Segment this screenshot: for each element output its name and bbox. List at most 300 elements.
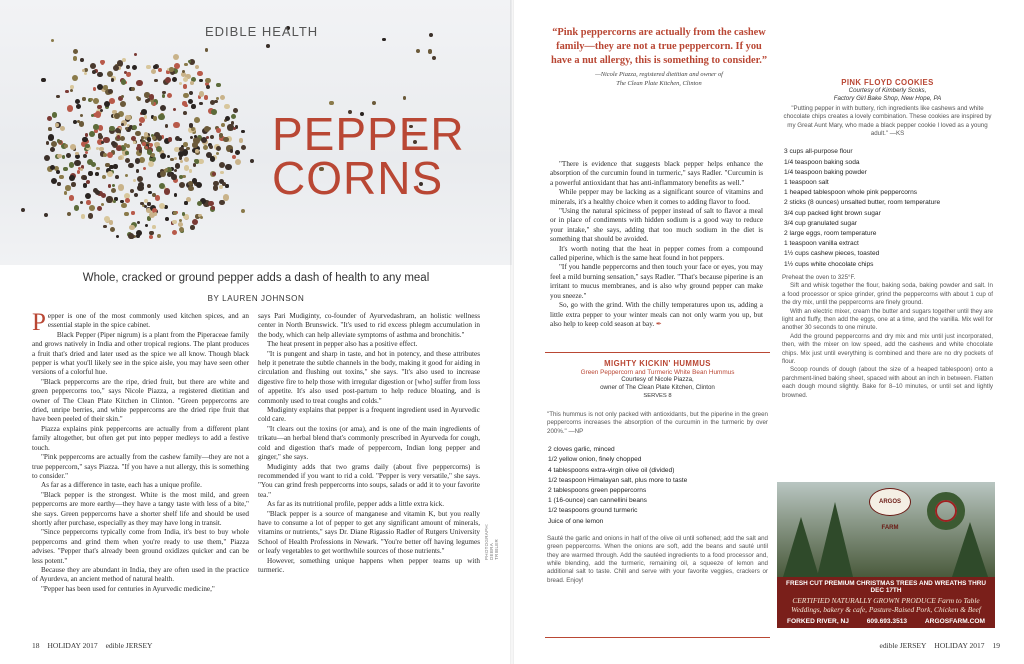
- peppercorn: [112, 184, 115, 187]
- peppercorn: [116, 235, 119, 238]
- peppercorn: [105, 163, 109, 167]
- peppercorn: [135, 158, 140, 163]
- peppercorn: [189, 169, 193, 173]
- peppercorn: [109, 98, 115, 104]
- peppercorn: [92, 70, 96, 74]
- peppercorn: [130, 189, 134, 193]
- peppercorn: [188, 186, 193, 191]
- pull-quote-attribution: —Nicole Piazza, registered dietitian and owner of The Clean Plate Kitchen, Clinton: [595, 71, 723, 87]
- peppercorn: [183, 142, 187, 146]
- peppercorn: [50, 147, 55, 152]
- peppercorn: [74, 205, 80, 211]
- peppercorn: [73, 56, 77, 60]
- hummus-recipe-box: [545, 352, 770, 638]
- page-number: 18: [32, 641, 40, 650]
- peppercorn: [108, 89, 113, 94]
- peppercorn: [85, 193, 91, 199]
- peppercorn: [121, 79, 127, 85]
- christmas-tree-icon: [952, 522, 988, 577]
- peppercorn: [126, 72, 131, 77]
- peppercorn: [131, 87, 135, 91]
- peppercorn: [158, 114, 164, 120]
- peppercorn: [118, 184, 124, 190]
- peppercorn: [329, 101, 334, 106]
- peppercorn: [84, 72, 87, 75]
- peppercorn: [172, 220, 177, 225]
- ingredient: 1/2 yellow onion, finely chopped: [548, 456, 642, 464]
- peppercorn: [57, 154, 61, 158]
- ad-phone: 609.693.3513: [866, 618, 908, 625]
- paragraph: "Black peppercorns are the ripe, dried fruit, but there are white and green peppercorns too," says Nicole Piazza, a registered dietitian and owner of The Clean Plate Kitchen in Clinton. "Green peppercorns are dried, unripe berries, and white peppercorns are the dried ripe fruit that have been peeled of their skin.": [32, 377, 249, 424]
- peppercorn: [147, 184, 151, 188]
- peppercorn: [153, 116, 157, 120]
- ingredient: 1/4 teaspoon baking soda: [784, 158, 860, 166]
- peppercorn: [104, 216, 110, 222]
- peppercorn: [131, 136, 136, 141]
- ad-headline: FRESH CUT PREMIUM CHRISTMAS TREES AND WREATHS THRU DEC 17TH: [786, 580, 986, 594]
- peppercorn: [241, 145, 246, 150]
- peppercorn: [152, 193, 156, 197]
- peppercorn: [190, 225, 195, 230]
- left-folio: [32, 641, 152, 650]
- peppercorn: [233, 108, 238, 113]
- peppercorn: [157, 234, 161, 238]
- peppercorn: [179, 182, 185, 188]
- peppercorn: [124, 212, 129, 217]
- method-step: Preheat the oven to 325°F.: [782, 273, 856, 281]
- peppercorn: [121, 203, 127, 209]
- peppercorn: [212, 172, 216, 176]
- paragraph: "Black pepper is the strongest. White is the most mild, and green peppercorns are more earthy—they have a tangy taste with less of a bite," she says. Green peppercorns have a shorter shelf life and should be used shortly after purchase, especially as they may have long in transit.: [32, 490, 249, 527]
- peppercorn: [174, 157, 177, 160]
- paragraph: "Using the natural spiciness of pepper instead of salt to flavor a meal or in place of condiments with hidden sodium is a good way to reduce your intake," she says, adding that too much sodium in the diet is something that should be avoided.: [550, 207, 763, 244]
- paragraph: "Since peppercorns typically come from India, it's best to buy whole peppercorns and grind them when you're ready to use them," Piazza advises. "Pepper that's already been ground oxidizes quicker and can be less potent.": [32, 528, 249, 565]
- paragraph: However, something unique happens when pepper teams up with turmeric.: [258, 556, 480, 574]
- peppercorn: [76, 104, 81, 109]
- peppercorn: [93, 87, 97, 91]
- peppercorn: [416, 49, 420, 53]
- peppercorn: [403, 96, 407, 100]
- peppercorn: [266, 44, 270, 48]
- peppercorn: [91, 114, 94, 117]
- peppercorn: [86, 200, 91, 205]
- peppercorn: [144, 132, 148, 136]
- drop-cap: P: [32, 309, 46, 336]
- peppercorn: [89, 131, 95, 137]
- peppercorn: [189, 91, 193, 95]
- peppercorn: [65, 185, 70, 190]
- recipe-method: Sauté the garlic and onions in half of the olive oil until softened; add the salt and green peppercorns. When the onions are soft, add the beans and sauté until they are warmed through. Add the sautéed ingredients to a food processor and, while blending, add the turmeric, remaining oil, a squeeze of lemon and additional salt to taste. Chill and serve with your favorite veggies, crackers or bread. Enjoy!: [547, 534, 768, 584]
- peppercorn: [204, 126, 210, 132]
- magazine-name: edible JERSEY: [105, 641, 153, 650]
- peppercorn: [96, 167, 99, 170]
- issue-label: HOLIDAY 2017: [47, 641, 98, 650]
- peppercorn: [152, 225, 156, 229]
- paragraph: "It clears out the toxins (or ama), and is one of the main ingredients of trikatu—an herbal blend that's commonly prescribed in Ayurveda for cough, cold and digestion that's made of peppercorn, Indian long pepper and ginger," she says.: [258, 424, 480, 462]
- paragraph: So, go with the grind. With the chilly temperatures upon us, adding a little extra pepper to your winter meals can not only warm you up, but also help to keep cold season at bay. ✒: [550, 301, 763, 328]
- peppercorn: [135, 131, 141, 137]
- peppercorn: [132, 65, 137, 70]
- peppercorn: [219, 162, 225, 168]
- peppercorn: [194, 117, 200, 123]
- peppercorn: [148, 191, 151, 194]
- peppercorn: [83, 154, 87, 158]
- peppercorn: [21, 208, 25, 212]
- peppercorn: [80, 114, 83, 117]
- peppercorn: [83, 183, 87, 187]
- peppercorn: [204, 95, 208, 99]
- peppercorn: [165, 77, 171, 83]
- peppercorn: [173, 122, 179, 128]
- peppercorn: [66, 153, 71, 158]
- end-mark-icon: ✒: [655, 319, 662, 328]
- recipe-credit: Courtesy of Kimberly Scoks, Factory Girl Bake Shop, New Hope, PA: [833, 87, 942, 103]
- paragraph: As far as a difference in taste, each has a unique profile.: [41, 481, 202, 490]
- peppercorn: [81, 214, 85, 218]
- method-step: Sift and whisk together the flour, baking soda, baking powder and salt. In a food processor or spice grinder, grind the peppercorns with about 1 cup of the dry mix, until the peppercorns are finely ground.: [782, 282, 993, 307]
- peppercorn: [74, 160, 80, 166]
- peppercorn: [96, 147, 99, 150]
- peppercorn: [183, 93, 189, 99]
- peppercorn: [137, 97, 141, 101]
- peppercorn: [141, 109, 147, 115]
- peppercorn: [144, 115, 148, 119]
- article-subtitle: Whole, cracked or ground pepper adds a dash of health to any meal: [82, 272, 430, 284]
- peppercorn: [203, 145, 208, 150]
- paragraph: As far as its nutritional profile, pepper adds a little extra kick.: [267, 500, 445, 509]
- ingredient: 1½ cups cashew pieces, toasted: [784, 250, 880, 258]
- paragraph: Piazza explains pink peppercorns are actually from a different plant family altogether, but often get put into pepper medleys to add a festive touch.: [32, 424, 249, 452]
- ad-tagline: CERTIFIED NATURALLY GROWN PRODUCE Farm to Table Weddings, bakery & cafe, Pasture-Raised Pork, Chicken & Beef: [791, 596, 981, 614]
- peppercorn: [174, 193, 178, 197]
- peppercorn: [56, 95, 60, 99]
- farm-logo: ARGOS FARM: [869, 488, 911, 516]
- peppercorn: [117, 135, 121, 139]
- peppercorn: [82, 137, 87, 142]
- peppercorn: [165, 124, 168, 127]
- peppercorn: [184, 104, 187, 107]
- peppercorn: [75, 99, 80, 104]
- peppercorn: [88, 171, 92, 175]
- peppercorn: [223, 137, 228, 142]
- peppercorn: [211, 109, 217, 115]
- christmas-tree-icon: [783, 517, 819, 577]
- peppercorn: [200, 216, 203, 219]
- ingredient: 3 cups all-purpose flour: [784, 148, 853, 156]
- peppercorn: [103, 137, 109, 143]
- peppercorn: [167, 93, 172, 98]
- peppercorn: [216, 83, 220, 87]
- peppercorn: [51, 141, 57, 147]
- peppercorn: [428, 49, 433, 54]
- peppercorn: [67, 212, 71, 216]
- peppercorn: [52, 112, 58, 118]
- ingredient: 1½ cups white chocolate chips: [784, 260, 874, 268]
- ad-website: ARGOSFARM.COM: [924, 618, 985, 625]
- peppercorn: [82, 69, 86, 73]
- peppercorn: [133, 179, 136, 182]
- paragraph: "It is pungent and sharp in taste, and hot in potency, and these attributes help it penetrate the subtle channels in the body, making it good for aiding in circulation and flushing out toxins," she says. "It's also used to increase digestive fire to help those with irregular digestion or [who] suffer from loss of appetite. It's also used post-partum to help reduce bloating, and is commonly used to treat coughs and colds.": [258, 349, 480, 405]
- ingredient: 1/2 teaspoons ground turmeric: [548, 507, 638, 515]
- peppercorn: [82, 97, 85, 100]
- ingredient: 2 tablespoons green peppercorns: [548, 487, 647, 495]
- peppercorn: [124, 143, 127, 146]
- peppercorn: [148, 161, 154, 167]
- peppercorn: [183, 111, 187, 115]
- peppercorn: [93, 98, 99, 104]
- peppercorn: [173, 211, 177, 215]
- peppercorn: [80, 201, 83, 204]
- peppercorn: [224, 104, 230, 110]
- ingredient: 1 teaspoon salt: [784, 179, 829, 187]
- peppercorn: [69, 162, 75, 168]
- peppercorn: [160, 105, 166, 111]
- peppercorn: [113, 200, 116, 203]
- peppercorn: [184, 165, 190, 171]
- peppercorn: [75, 152, 78, 155]
- peppercorn: [69, 195, 75, 201]
- peppercorn: [154, 212, 157, 215]
- peppercorn: [41, 78, 46, 83]
- peppercorn: [103, 85, 108, 90]
- peppercorn: [106, 196, 112, 202]
- peppercorn: [179, 175, 184, 180]
- recipe-intro: "This hummus is not only packed with antioxidants, but the piperine in the green peppercorns increases the absorption of the curcumin in the turmeric by over 200%." —NP: [547, 411, 768, 435]
- peppercorn: [241, 209, 245, 213]
- peppercorn: [128, 163, 133, 168]
- ad-town: FORKED RIVER, NJ: [787, 618, 849, 625]
- peppercorn: [67, 105, 73, 111]
- peppercorn: [429, 33, 433, 37]
- peppercorn: [151, 69, 156, 74]
- paragraph: Mudiginty explains that pepper is a frequent ingredient used in Ayurvedic cold care.: [258, 406, 480, 424]
- peppercorn: [162, 91, 165, 94]
- argos-farm-advertisement: [777, 482, 995, 628]
- peppercorn: [201, 137, 207, 143]
- peppercorn: [172, 230, 177, 235]
- peppercorn: [225, 164, 231, 170]
- peppercorn: [179, 147, 184, 152]
- peppercorn: [73, 49, 78, 54]
- peppercorn: [189, 123, 193, 127]
- peppercorn: [151, 101, 154, 104]
- peppercorn: [231, 121, 234, 124]
- peppercorn: [125, 151, 128, 154]
- pull-quote: “Pink peppercorns are actually from the cashew family—they are not a true peppercorn. If you have a nut allergy, this is something to consider.”: [550, 27, 768, 66]
- peppercorn: [209, 145, 213, 149]
- peppercorn: [174, 169, 177, 172]
- peppercorn: [231, 114, 236, 119]
- section-label: EDIBLE HEALTH: [205, 24, 319, 39]
- ingredient: 2 large eggs, room temperature: [784, 230, 877, 238]
- paragraph: "Black pepper is a source of manganese and vitamin K, but you really have to consume a lot of pepper to get any significant amount of minerals, vitamins or nutrients," says Dr. Diane Rigassio Radler of Rutgers University School of Health Professions in Newark. "You're better off having legumes or leafy vegetables to get worthwhile sources of those nutrients.": [258, 509, 480, 556]
- peppercorn: [241, 130, 245, 134]
- peppercorn: [107, 152, 113, 158]
- article-column-2: [258, 312, 480, 575]
- paragraph: Pepper is one of the most commonly used kitchen spices, and an essential staple in the spice cabinet.: [32, 309, 249, 336]
- peppercorn: [152, 136, 156, 140]
- peppercorn: [143, 167, 146, 170]
- peppercorn: [58, 140, 62, 144]
- ingredient: 1/2 teaspoon Himalayan salt, plus more to taste: [548, 476, 688, 484]
- ingredient: 2 sticks (8 ounces) unsalted butter, room temperature: [784, 199, 941, 207]
- ad-copy: [777, 577, 995, 628]
- peppercorn: [80, 168, 84, 172]
- peppercorn: [103, 225, 107, 229]
- ingredient: 1 (16-ounce) can cannellini beans: [548, 497, 647, 505]
- peppercorn: [184, 201, 187, 204]
- peppercorn: [182, 212, 185, 215]
- peppercorn: [213, 181, 219, 187]
- method-step: With an electric mixer, cream the butter and sugars together until they are light and fluffy, then add the eggs, one at a time, and the vanilla. Mix well for another 30 seconds to one minute.: [782, 307, 993, 332]
- peppercorn: [147, 202, 150, 205]
- peppercorn: [188, 99, 193, 104]
- peppercorn: [160, 153, 166, 159]
- peppercorn: [120, 101, 126, 107]
- peppercorn: [48, 127, 51, 130]
- peppercorn: [116, 146, 122, 152]
- peppercorn: [157, 135, 162, 140]
- article-title: [272, 108, 465, 204]
- peppercorn: [114, 113, 120, 119]
- peppercorn: [194, 159, 198, 163]
- pull-quote-block: [550, 26, 768, 88]
- peppercorn: [80, 58, 84, 62]
- method-step: Scoop rounds of dough (about the size of a heaped tablespoon) onto a parchment-lined baking sheet, spaced with about an inch in between. Flatten each dough mound slightly. Bake for 8–10 minutes, or until set and lightly browned.: [782, 366, 993, 399]
- ingredient-list: [780, 147, 995, 269]
- peppercorn: [137, 185, 143, 191]
- peppercorn: [57, 182, 61, 186]
- paragraph: "There is evidence that suggests black pepper helps enhance the absorption of the curcumin found in turmeric," says Radler. "Curcumin is a powerful antioxidant that has anti-inflammatory benefits as well.": [550, 160, 763, 187]
- cookie-recipe-box: [780, 78, 995, 400]
- peppercorn: [132, 125, 137, 130]
- peppercorn: [382, 38, 385, 41]
- peppercorn: [126, 65, 130, 69]
- peppercorn: [205, 78, 211, 84]
- christmas-tree-icon: [817, 502, 853, 577]
- peppercorn: [225, 184, 228, 187]
- peppercorn: [233, 127, 236, 130]
- paragraph: The heat present in pepper also has a positive effect.: [267, 340, 418, 349]
- peppercorn: [191, 104, 195, 108]
- peppercorn: [180, 160, 184, 164]
- peppercorn: [140, 202, 143, 205]
- paragraph: "If you handle peppercorns and then touch your face or eyes, you may feel a mild burning sensation," says Radler. "That's because piperine is an irritant to mucus membranes, and is also why ground pepper can make you sneeze.": [550, 263, 763, 300]
- peppercorn: [184, 157, 189, 162]
- peppercorn: [205, 48, 208, 51]
- peppercorn: [71, 182, 75, 186]
- peppercorn: [121, 95, 124, 98]
- peppercorn: [210, 135, 214, 139]
- title-line-1: PEPPER: [272, 108, 465, 160]
- peppercorn: [60, 126, 65, 131]
- paragraph: Because they are abundant in India, they are often used in the practice of Ayurdeva, an ancient method of natural health.: [32, 565, 249, 584]
- peppercorn: [195, 65, 199, 69]
- recipe-intro: "Putting pepper in with buttery, rich ingredients like cashews and white chocolate chips creates a lovely combination. These cookies are inspired by my Great Aunt Mary, who made a black pepper cookie I loved as a young adult." —KS: [783, 104, 992, 138]
- peppercorn: [220, 95, 225, 100]
- peppercorn: [195, 149, 199, 153]
- peppercorn: [230, 149, 234, 153]
- peppercorn: [164, 188, 170, 194]
- peppercorn: [219, 200, 225, 206]
- peppercorn: [173, 54, 179, 60]
- peppercorn: [51, 39, 54, 42]
- peppercorn: [139, 149, 142, 152]
- peppercorn: [167, 172, 172, 177]
- peppercorn: [199, 79, 202, 82]
- title-line-2: CORNS: [272, 152, 444, 204]
- peppercorn: [183, 77, 188, 82]
- peppercorn: [210, 156, 215, 161]
- peppercorn: [56, 170, 61, 175]
- peppercorn: [206, 85, 210, 89]
- peppercorn: [103, 153, 107, 157]
- peppercorn: [171, 174, 176, 179]
- peppercorn: [183, 84, 188, 89]
- peppercorn: [128, 233, 134, 239]
- peppercorn: [136, 169, 139, 172]
- ingredient: 2 cloves garlic, minced: [548, 446, 615, 454]
- peppercorn: [93, 124, 99, 130]
- peppercorn: [88, 213, 94, 219]
- paragraph: Black Pepper (Piper nigrum) is a plant from the Piperaceae family and grows natively in India and other tropical regions. The plant produces a fruit that's dried and later used as the spice we all know. Though black pepper is what you'll likely see in the spice aisle, you may have seen other versions of a colorful hue.: [32, 330, 249, 377]
- peppercorn: [59, 175, 64, 180]
- peppercorn: [131, 211, 134, 214]
- peppercorn: [149, 143, 153, 147]
- peppercorn-pile-image: [35, 40, 255, 250]
- peppercorn: [162, 94, 166, 98]
- peppercorn: [225, 116, 230, 121]
- ingredient: 3/4 cup packed light brown sugar: [784, 209, 881, 217]
- peppercorn: [221, 123, 225, 127]
- paragraph: says Pari Mudiginty, co-founder of Ayurvedashram, an holistic wellness center in North Brunswick. "It's used to rid excess phlegm accumulation in the body, which can help alleviate symptoms of asthma and bronchitis.": [258, 312, 480, 339]
- ingredient: 1 heaped tablespoon whole pink peppercorns: [784, 189, 918, 197]
- peppercorn: [197, 71, 203, 77]
- peppercorn: [102, 175, 106, 179]
- peppercorn: [235, 159, 241, 165]
- method-step: Add the ground peppercorns and dry mix and mix until just incorporated, then, with the mixer on low speed, add the cashews and white chocolate chips. Mix just until everything is combined and there are no dry pockets of flour.: [782, 332, 993, 365]
- peppercorn: [213, 185, 219, 191]
- peppercorn: [108, 184, 111, 187]
- peppercorn: [168, 137, 173, 142]
- peppercorn: [220, 171, 223, 174]
- peppercorn: [95, 190, 100, 195]
- peppercorn: [125, 198, 130, 203]
- page-gutter: [510, 0, 514, 664]
- peppercorn: [174, 63, 180, 69]
- peppercorn: [110, 227, 115, 232]
- peppercorn: [169, 67, 174, 72]
- peppercorn: [173, 108, 176, 111]
- paragraph: It's worth noting that the heat in pepper comes from a compound called piperine, which is the same heat found in hot peppers.: [550, 244, 763, 263]
- ingredient: 3/4 cup granulated sugar: [784, 219, 857, 227]
- peppercorn: [73, 120, 77, 124]
- peppercorn: [107, 171, 113, 177]
- peppercorn: [97, 72, 103, 78]
- recipe-title: PINK FLOYD COOKIES: [841, 78, 934, 87]
- paragraph: Mudiginty adds that two grams daily (about five peppercorns) is recommended if you want to rid a cold. "Pepper is very versatile," she says. "You can grind fresh peppercorns into soups, salads or add it to your favorite tea.": [258, 462, 480, 499]
- issue-label: HOLIDAY 2017: [934, 641, 985, 650]
- peppercorn: [44, 155, 50, 161]
- byline: BY LAUREN JOHNSON: [207, 294, 305, 303]
- peppercorn: [95, 172, 99, 176]
- peppercorn: [196, 182, 202, 188]
- ingredient: 4 tablespoons extra-virgin olive oil (divided): [548, 466, 675, 474]
- right-folio: [840, 641, 1000, 650]
- peppercorn: [125, 115, 131, 121]
- peppercorn: [158, 68, 162, 72]
- article-column-3: [550, 160, 763, 329]
